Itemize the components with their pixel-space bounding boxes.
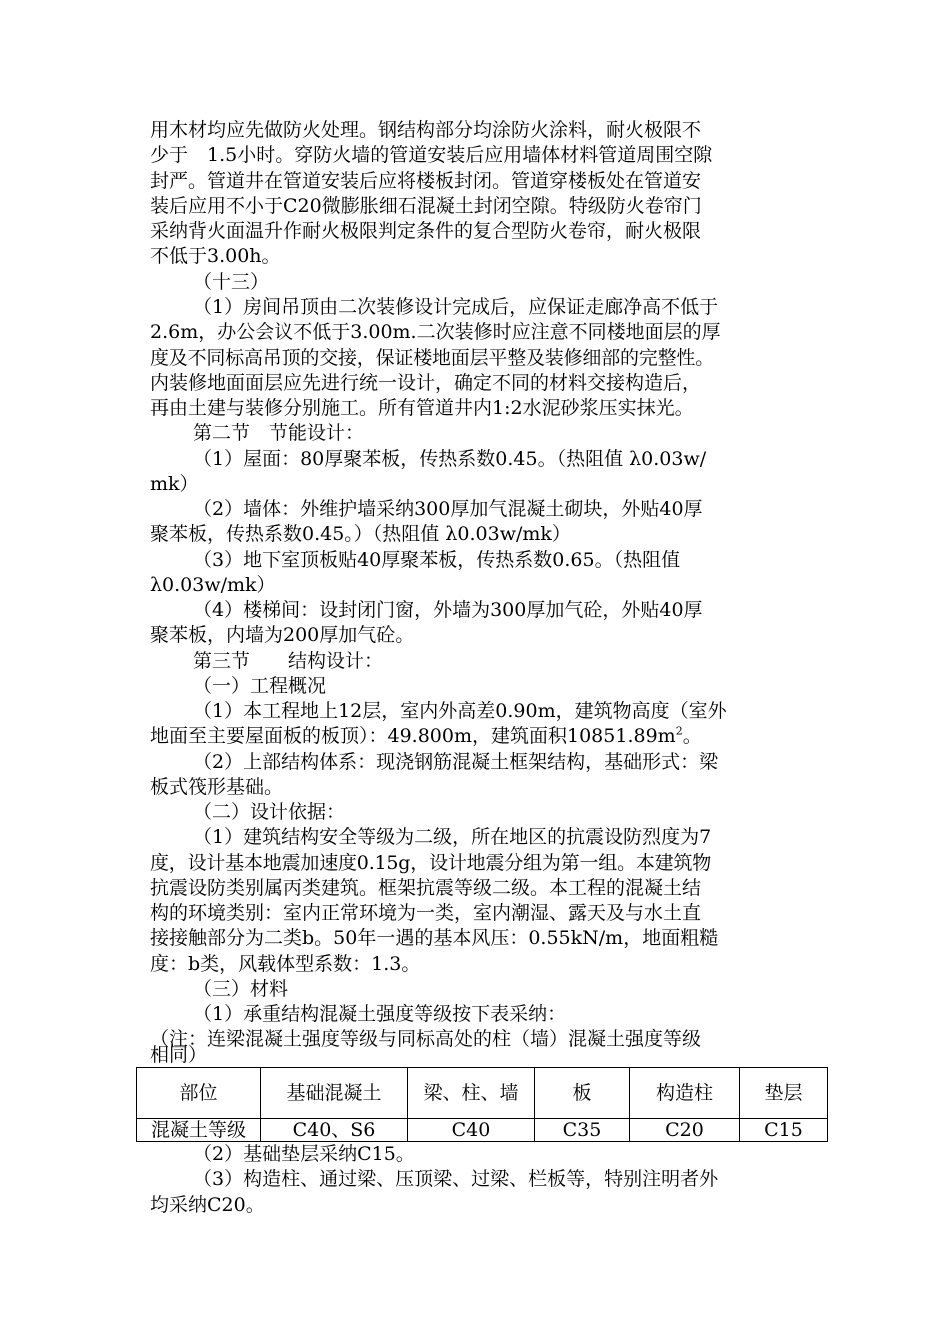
table-header-row: [137, 1068, 828, 1119]
text-line: 内装修地面面层应先进行统一设计，确定不同的材料交接构造后，: [150, 372, 702, 394]
section-heading: （十三）: [193, 271, 270, 293]
text-line: （2）墙体：外维护墙采纳300厚加气混凝土砌块，外贴40厚: [193, 498, 703, 520]
note-line: （注：连梁混凝土强度等级与同标高处的柱（墙）混凝土强度等级: [150, 1028, 702, 1050]
text-line: 装后应用不小于C20微膨胀细石混凝土封闭空隙。特级防火卷帘门: [150, 195, 702, 217]
table-header-cell: 梁、柱、墙: [408, 1068, 535, 1119]
section-heading: 第二节 节能设计：: [193, 422, 365, 444]
text-line: 度，设计基本地震加速度0.15g，设计地震分组为第一组。本建筑物: [150, 852, 712, 874]
table-cell: C20: [630, 1119, 740, 1142]
text-line: （1）屋面：80厚聚苯板，传热系数0.45。（热阻值 λ0.03w/: [193, 448, 707, 470]
table-header-cell: 构造柱: [630, 1068, 740, 1119]
text-line: 聚苯板，内墙为200厚加气砼。: [150, 624, 415, 646]
table-cell: C35: [535, 1119, 630, 1142]
table-header-cell: 部位: [137, 1068, 261, 1119]
text-line: 度：b类，风载体型系数：1.3。: [150, 953, 421, 975]
concrete-grade-table: [136, 1067, 828, 1142]
text-line: 不低于3.00h。: [150, 245, 281, 267]
text-line: 少于 1.5小时。穿防火墙的管道安装后应用墙体材料管道周围空隙: [150, 144, 713, 166]
text-line: 聚苯板，传热系数0.45。）（热阻值 λ0.03w/mk）: [150, 523, 571, 545]
text-line: mk）: [150, 473, 199, 495]
subsection-heading: （二）设计依据：: [193, 801, 346, 823]
text-line: 接接触部分为二类b。50年一遇的基本风压：0.55kN/m，地面粗糙: [150, 927, 719, 949]
area-text: 地面至主要屋面板的板顶）：49.800m，建筑面积10851.89m: [150, 725, 676, 747]
table-cell: C40: [408, 1119, 535, 1142]
section-heading: 第三节 结构设计：: [193, 650, 384, 672]
table-header-cell: 垫层: [740, 1068, 828, 1119]
text-line: （1）本工程地上12层，室内外高差0.90m，建筑物高度（室外: [193, 700, 727, 722]
table-header-cell: 板: [535, 1068, 630, 1119]
text-line: （3）地下室顶板贴40厚聚苯板，传热系数0.65。（热阻值: [193, 549, 681, 571]
text-line: 2.6m，办公会议不低于3.00m.二次装修时应注意不同楼地面层的厚: [150, 321, 721, 343]
text-line: 抗震设防类别属丙类建筑。框架抗震等级二级。本工程的混凝土结: [150, 877, 702, 899]
table-row: [137, 1119, 828, 1142]
table-cell: 混凝土等级: [137, 1119, 261, 1142]
text-line: 采纳背火面温升作耐火极限判定条件的复合型防火卷帘，耐火极限: [150, 220, 702, 242]
table-cell: C15: [740, 1119, 828, 1142]
text-line: （3）构造柱、通过梁、压顶梁、过梁、栏板等，特别注明者外: [193, 1168, 719, 1190]
subsection-heading: （一）工程概况: [193, 675, 327, 697]
text-line: （1）建筑结构安全等级为二级，所在地区的抗震设防烈度为7: [193, 826, 712, 848]
text-line: （1）房间吊顶由二次装修设计完成后，应保证走廊净高不低于: [193, 296, 719, 318]
text-line: （2）基础垫层采纳C15。: [193, 1143, 415, 1165]
text-line: 构的环境类别：室内正常环境为一类，室内潮湿、露天及与水土直: [150, 902, 702, 924]
text-line: λ0.03w/mk）: [150, 574, 276, 596]
text-line: 封严。管道井在管道安装后应将楼板封闭。管道穿楼板处在管道安: [150, 170, 702, 192]
table-header-cell: 基础混凝土: [261, 1068, 408, 1119]
text-line: [150, 724, 702, 749]
text-line: （2）上部结构体系：现浇钢筋混凝土框架结构，基础形式：梁: [193, 751, 719, 773]
text-line: 再由土建与装修分别施工。所有管道井内1:2水泥砂浆压实抹光。: [150, 397, 694, 419]
text-line: 均采纳C20。: [150, 1194, 265, 1216]
text-line: 度及不同标高吊顶的交接，保证楼地面层平整及装修细部的完整性。: [150, 347, 715, 369]
text-line: 用木材均应先做防火处理。钢结构部分均涂防火涂料，耐火极限不: [150, 119, 702, 141]
subsection-heading: （三）材料: [193, 978, 289, 1000]
note-line: 相同）: [150, 1044, 208, 1066]
table-cell: C40、S6: [261, 1119, 408, 1142]
text-line: 板式筏形基础。: [150, 776, 284, 798]
area-suffix: 。: [682, 725, 702, 747]
area-unit-superscript: 2: [675, 724, 683, 738]
text-line: （4）楼梯间：设封闭门窗，外墙为300厚加气砼，外贴40厚: [193, 599, 703, 621]
text-line: （1）承重结构混凝土强度等级按下表采纳：: [193, 1003, 567, 1025]
